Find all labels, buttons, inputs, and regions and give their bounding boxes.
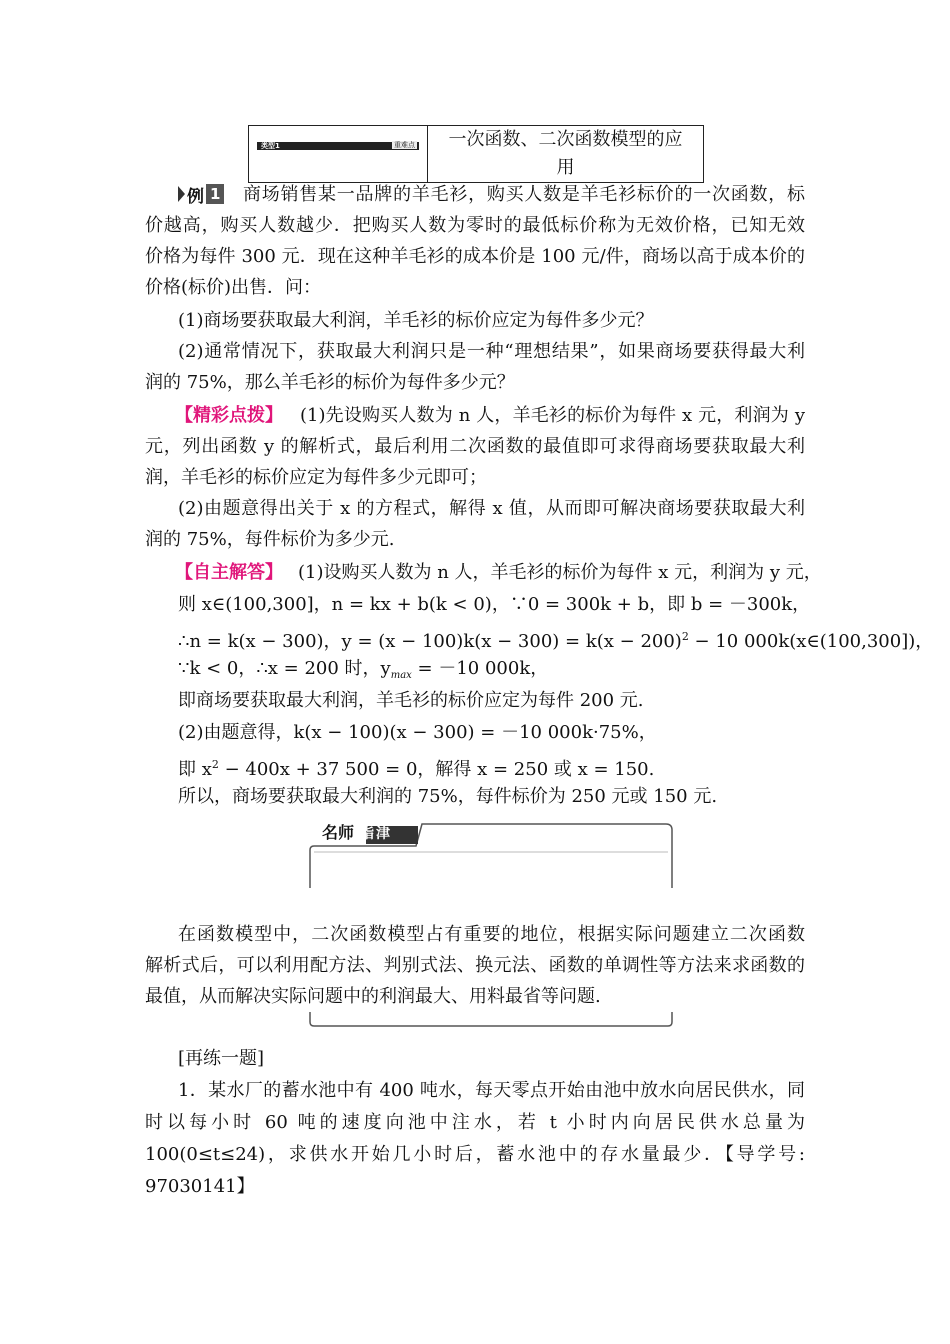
- solution-line-5: 即商场要获取最大利润，羊毛衫的标价应定为每件 200 元.: [178, 690, 644, 711]
- type-tag: 类型1: [261, 142, 280, 150]
- practice-line-4: 97030141】: [145, 1176, 255, 1197]
- example-line-1: 商场销售某一品牌的羊毛衫，购买人数是羊毛衫标价的一次函数，标: [243, 184, 805, 205]
- example-line-4: 价格(标价)出售．问：: [145, 277, 322, 298]
- section-title-line1: 一次函数、二次函数模型的应: [448, 129, 683, 150]
- teacher-tip-frame-bottom: [308, 1012, 674, 1028]
- teacher-line-1: 在函数模型中，二次函数模型占有重要的地位，根据实际问题建立二次函数: [178, 924, 805, 945]
- question-2-line-2: 润的 75%，那么羊毛衫的标价为每件多少元？: [145, 372, 515, 393]
- hint-line-5: 润的 75%，每件标价为多少元.: [145, 529, 395, 550]
- solution-line-8: 所以，商场要获取最大利润的 75%，每件标价为 250 元或 150 元.: [178, 786, 718, 807]
- solution-label: 【自主解答】: [175, 562, 283, 583]
- hint-line-1: (1)先设购买人数为 n 人，羊毛衫的标价为每件 x 元，利润为 y: [300, 405, 805, 426]
- teacher-line-3: 最值，从而解决实际问题中的利润最大、用料最省等问题.: [145, 986, 601, 1007]
- question-2-line-1: (2)通常情况下，获取最大利润只是一种“理想结果”，如果商场要获得最大利: [178, 341, 805, 362]
- section-type-header: [248, 125, 704, 183]
- section-title: [428, 126, 703, 182]
- practice-title: [再练一题]: [178, 1048, 265, 1069]
- section-title-line2: 用: [556, 157, 575, 178]
- teacher-tip-label-a: 名师: [322, 823, 355, 842]
- question-1: (1)商场要获取最大利润，羊毛衫的标价应定为每件多少元？: [178, 310, 654, 331]
- hint-label: 【精彩点拨】: [175, 405, 283, 426]
- practice-line-2: 时以每小时 60 吨的速度向池中注水，若 t 小时内向居民供水总量为: [145, 1112, 805, 1133]
- solution-line-3: ∴n = k(x − 300)，$y = (x - 100)k(x - 300) = k(x - 200)^2 - 10$ 000k(x∈(100,300])，: [178, 630, 934, 652]
- example-badge: [178, 183, 224, 205]
- example-number: 1: [206, 184, 224, 204]
- example-line-3: 价格为每件 300 元．现在这种羊毛衫的成本价是 100 元/件，商场以高于成本价的: [145, 246, 805, 267]
- difficulty-tag: 重难点: [394, 141, 415, 149]
- solution-line-4: ∵k < 0，∴x = 200 时，$y_{max} = -10$ 000k，: [178, 658, 549, 681]
- solution-line-2: 则 x∈(100,300]，n = kx + b(k < 0)，∵0 = 300k + b，即 b = －300k，: [178, 594, 811, 615]
- practice-line-1: 1．某水厂的蓄水池中有 400 吨水，每天零点开始由池中放水向居民供水，同: [178, 1080, 805, 1101]
- example-line-2: 价越高，购买人数越少．把购买人数为零时的最低标价称为无效价格，已知无效: [145, 215, 805, 236]
- type-label-bar: [257, 142, 419, 150]
- triangle-icon: [178, 186, 185, 202]
- type-label-cell: [249, 126, 428, 182]
- hint-line-3: 润，羊毛衫的标价应定为每件多少元即可；: [145, 467, 487, 488]
- solution-line-6: (2)由题意得，k(x − 100)(x − 300) = －10 000k·75%，: [178, 722, 657, 743]
- solution-line-7: 即 $x^2 - 400x + 37$ 500 = 0，解得 x = 250 或 x = 150.: [178, 758, 655, 780]
- hint-line-4: (2)由题意得出关于 x 的方程式，解得 x 值，从而即可解决商场要获取最大利: [178, 498, 805, 519]
- teacher-tip-label: [322, 822, 392, 845]
- practice-line-3: 100(0≤t≤24)，求供水开始几小时后，蓄水池中的存水量最少．【导学号:: [145, 1144, 805, 1165]
- solution-line-1: (1)设购买人数为 n 人，羊毛衫的标价为每件 x 元，利润为 y 元，: [298, 562, 822, 583]
- example-word: 例: [187, 186, 204, 207]
- hint-line-2: 元，列出函数 y 的解析式，最后利用二次函数的最值即可求得商场要获取最大利: [145, 436, 805, 457]
- teacher-line-2: 解析式后，可以利用配方法、判别式法、换元法、函数的单调性等方法来求函数的: [145, 955, 805, 976]
- teacher-tip-label-b: 指津: [360, 826, 393, 842]
